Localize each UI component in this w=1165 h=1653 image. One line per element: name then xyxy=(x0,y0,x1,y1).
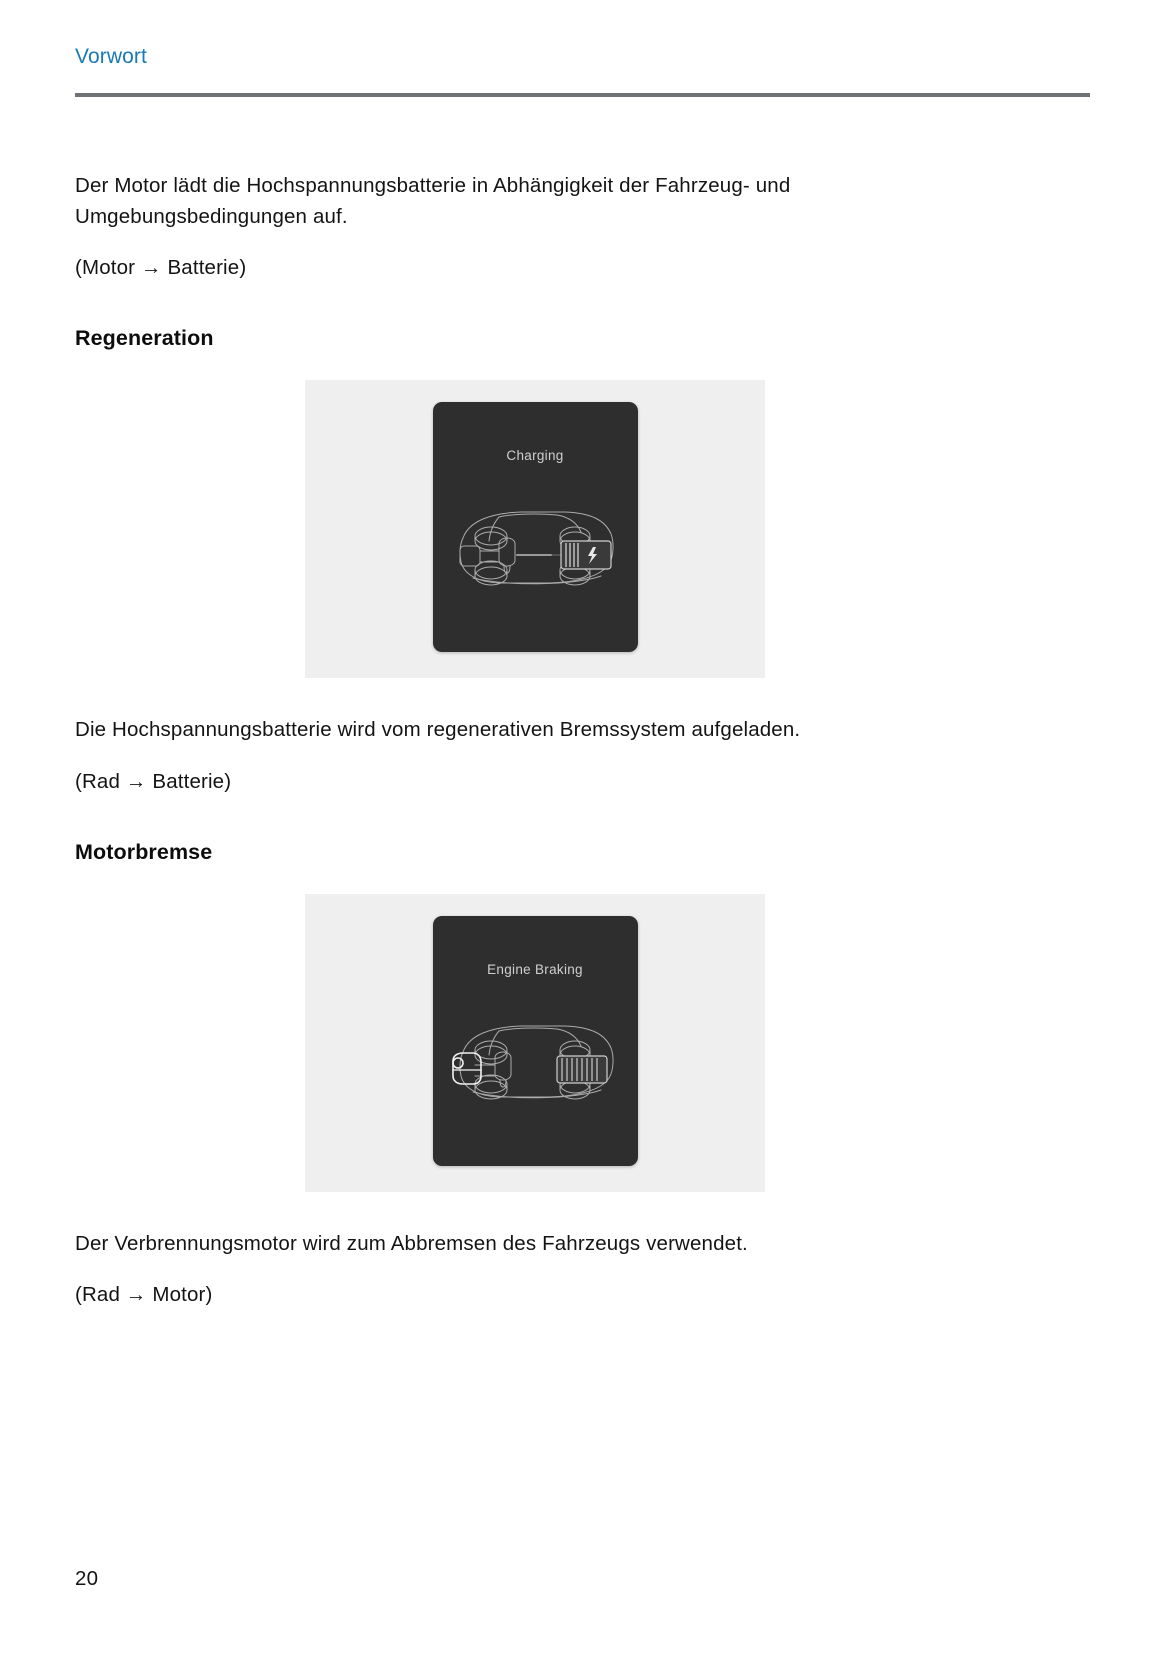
intro-paragraph: Der Motor lädt die Hochspannungsbatterie in Abhängigkeit der Fahrzeug- und Umgebungsbedingungen auf. xyxy=(75,173,791,228)
page-header xyxy=(75,0,1090,97)
panel-label-charging: Charging xyxy=(506,448,564,464)
motorbremse-flow-note: (Rad → Motor) xyxy=(75,1283,213,1307)
section-heading-regeneration: Regeneration xyxy=(75,326,214,351)
regeneration-caption: Die Hochspannungsbatterie wird vom regenerativen Bremssystem aufgeladen. xyxy=(75,718,801,742)
intro-flow-note: (Motor → Batterie) xyxy=(75,256,247,280)
car-charging-illustration xyxy=(433,494,638,612)
regeneration-flow-note: (Rad → Batterie) xyxy=(75,769,232,793)
motorbremse-caption: Der Verbrennungsmotor wird zum Abbremsen des Fahrzeugs verwendet. xyxy=(75,1231,748,1255)
figure-charging xyxy=(305,380,765,678)
page-number: 20 xyxy=(75,1567,99,1590)
panel-label-engine-braking: Engine Braking xyxy=(487,961,583,977)
battery-icon-charging xyxy=(561,541,611,569)
section-heading-motorbremse: Motorbremse xyxy=(75,839,213,864)
display-panel-charging xyxy=(433,402,638,652)
header-chapter-title: Vorwort xyxy=(75,45,147,68)
battery-icon-engine-braking xyxy=(557,1056,607,1083)
display-panel-engine-braking xyxy=(433,916,638,1166)
car-engine-braking-illustration xyxy=(433,1008,638,1126)
page-content xyxy=(75,97,1090,1310)
figure-engine-braking xyxy=(305,894,765,1192)
